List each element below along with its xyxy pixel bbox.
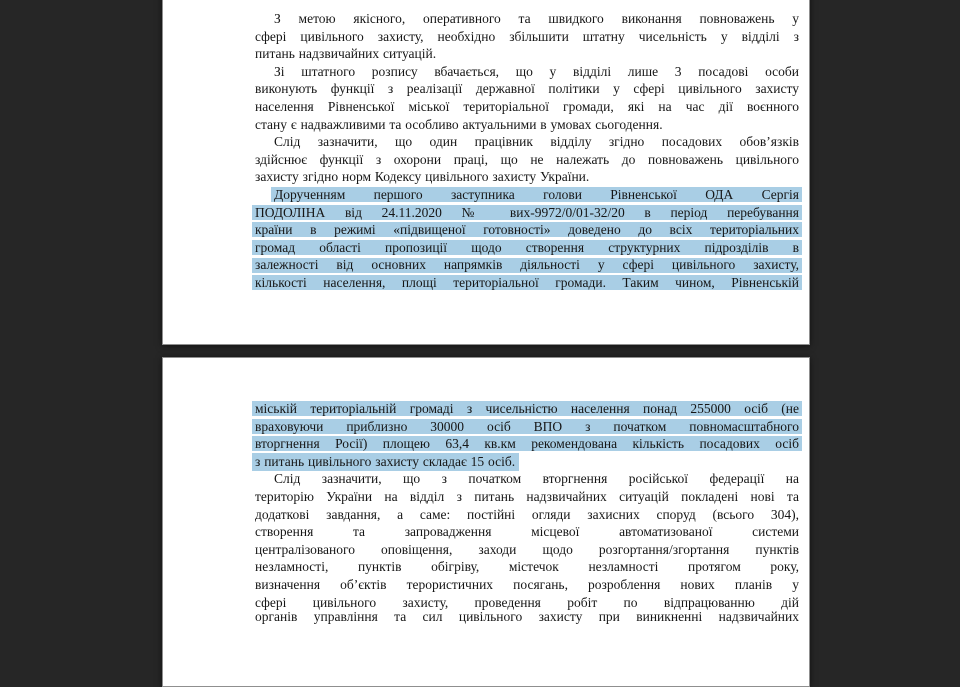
- document-page-1: [162, 0, 810, 345]
- highlighted-text-line: враховуючи приблизно 30000 осіб ВПО з початком повномасштабного: [252, 418, 802, 436]
- document-page-2: [162, 357, 810, 687]
- highlighted-text-line: країни в режимі «підвищеної готовності» доведено до всіх територіальних: [252, 221, 802, 239]
- text-line: Зі штатного розпису вбачається, що у відділі лише 3 посадові особи: [274, 63, 799, 79]
- text-line: здійснює функції з охорони праці, що не належать до повноважень цивільного: [255, 151, 799, 167]
- highlighted-text-line: залежності від основних напрямків діяльності у сфері цивільного захисту,: [252, 256, 802, 274]
- text-line: органів управління та сил цивільного захисту при виникненні надзвичайних: [255, 609, 799, 625]
- text-line: визначення об’єктів терористичних посягань, розроблення нових планів у: [255, 576, 799, 592]
- page-1-text-block: [255, 10, 799, 292]
- highlighted-text-segment: з питань цивільного захисту складає 15 осіб.: [252, 453, 519, 471]
- text-line: Слід зазначити, що один працівник відділу згідно посадових обов’язків: [274, 134, 799, 150]
- highlighted-text-line: кількості населення, площі територіальної громади. Таким чином, Рівненській: [252, 274, 802, 292]
- text-line: додаткові завдання, а саме: постійні огляди захисних споруд (всього 304),: [255, 506, 799, 522]
- text-line: стану є надважливими та особливо актуальними в умовах сьогодення.: [255, 116, 663, 132]
- page-2-text-block: [255, 400, 799, 626]
- highlighted-text-line: [252, 453, 802, 471]
- highlighted-text-line: Дорученням першого заступника голови Рівненської ОДА Сергія: [271, 186, 802, 204]
- text-line: питань надзвичайних ситуацій.: [255, 46, 437, 62]
- highlighted-text-line: міській територіальній громаді з чисельністю населення понад 255000 осіб (не: [252, 400, 802, 418]
- text-line: населення Рівненської міської територіальної громади, які на час дії воєнного: [255, 98, 799, 114]
- text-line: Слід зазначити, що з початком вторгнення російської федерації на: [274, 471, 799, 487]
- highlighted-text-line: вторгнення Росії) площею 63,4 кв.км рекомендована кількість посадових осіб: [252, 435, 802, 453]
- text-line: незламності, пунктів обігріву, містечок незламності протягом року,: [255, 559, 799, 575]
- text-line: створення та запровадження місцевої автоматизованої системи: [255, 524, 799, 540]
- text-line: централізованого оповіщення, заходи щодо розгортання/згортання пунктів: [255, 541, 799, 557]
- text-line: захисту згідно норм Кодексу цивільного захисту України.: [255, 169, 590, 185]
- text-line: З метою якісного, оперативного та швидкого виконання повноважень у: [274, 11, 799, 26]
- text-line: виконують функції з реалізації державної політики у сфері цивільного захисту: [255, 81, 799, 97]
- text-line: сфері цивільного захисту, необхідно збільшити штатну чисельність у відділі з: [255, 28, 799, 44]
- highlighted-text-line: громад області пропозиції щодо створення структурних підрозділів в: [252, 239, 802, 257]
- highlighted-text-line: ПОДОЛІНА від 24.11.2020 № вих-9972/0/01-32/20 в період перебування: [252, 204, 802, 222]
- text-line: сфері цивільного захисту, проведення робіт по відпрацюванню дій: [255, 594, 799, 610]
- text-line: територію України на відділ з питань надзвичайних ситуацій покладені нові та: [255, 488, 799, 504]
